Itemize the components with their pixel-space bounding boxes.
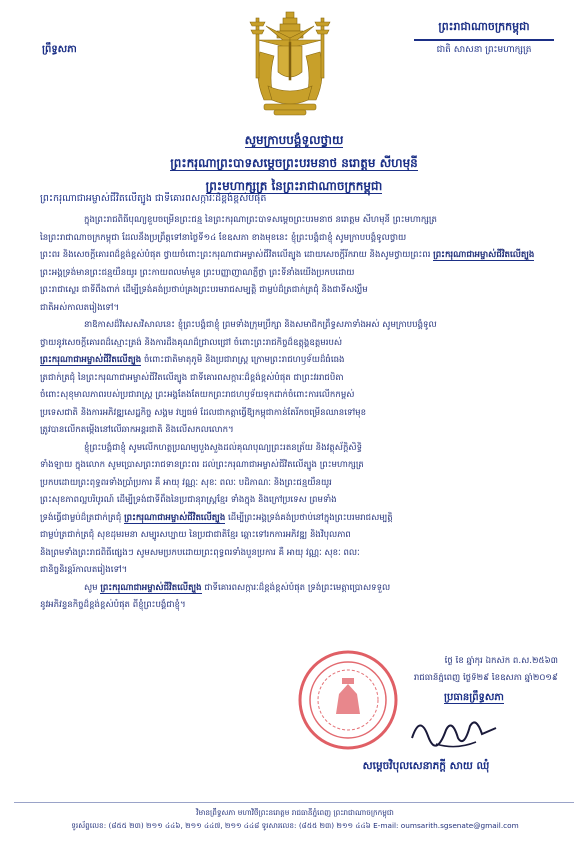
address-line-3: ព្រះមហាក្សត្រ នៃព្រះរាជាណាចក្រកម្ពុជា xyxy=(205,179,383,193)
body-line: ត្រជាក់ត្រជុំ នៃព្រះករុណាជាអម្ចាស់ជីវិតលើត្បូង ជាទីគោរពសក្ការៈដ៏ខ្ពង់ខ្ពស់បំផុត ជាព្រះវររាជបិតា xyxy=(40,372,344,383)
lunar-date: ថ្ងៃ ខែ ឆ្នាំកុរ ឯកស័ក ព.ស.២៥៦៣ xyxy=(444,656,558,666)
body-line: និងព្រមទាំងព្រះរាជពិធីផ្សេងៗ សូមសមប្រកបដោយព្រះពុទ្ធពរទាំងបួនប្រការ គឺ អាយុ វណ្ណៈ សុខៈ ពលៈ xyxy=(40,547,360,558)
letter-body xyxy=(40,212,550,615)
signatory-name: សម្តេចវិបុលសេនាភក្តី សាយ ឈុំ xyxy=(362,760,490,772)
king-honorific: ព្រះករុណាជាអម្ចាស់ជីវិតលើត្បូង xyxy=(124,512,226,523)
body-line: ត្រូវបានលើកតម្កើងនៅលើឆាកអន្តរជាតិ និងលើសកលលោក។ xyxy=(40,425,234,435)
body-line: ទ្រង់ធ្វើជាម្លប់ដ៏ត្រជាក់ត្រជុំ ព្រះករុណាជាអម្ចាស់ជីវិតលើត្បូង ដើម្បីព្រះអង្គទ្រង់គង់ប្រថាប់នៅក្នុងព្រះបរមរាជសម្បត្តិ xyxy=(40,512,393,523)
footer xyxy=(20,806,570,832)
address-line-2: ព្រះករុណាព្រះបាទសម្តេចព្រះបរមនាថ នរោត្តម សីហមុនី xyxy=(170,156,418,170)
signature-icon xyxy=(406,708,502,754)
body-line: ប្រកបដោយព្រះពុទ្ធពរទាំងប្រាំប្រការ គឺ អាយុ វណ្ណៈ សុខៈ ពលៈ បដិភាណៈ និងព្រះជន្មយឺនយូរ xyxy=(40,477,332,488)
gregorian-date: រាជធានីភ្នំពេញ ថ្ងៃទី២៩ ខែឧសភា ឆ្នាំ២០១៩ xyxy=(413,673,558,683)
body-line: សូម ព្រះករុណាជាអម្ចាស់ជីវិតលើត្បូង ជាទីគោរពសក្ការៈដ៏ខ្ពង់ខ្ពស់បំផុត ទ្រង់ព្រះមេត្តាប្រោសទទួល xyxy=(84,582,391,593)
sender-label: ព្រឹទ្ធសភា xyxy=(42,44,77,55)
footer-contacts: ទូរស័ព្ទលេខ: (៨៥៥ ២៣) ២១១ ៤៤៦, ២១១ ៤៤៧, ២១១ ៤៤៨ ទូរសារលេខ: (៨៥៥ ២៣) ២១១ ៤៤៦ E-mail: oumsarith.sgsenate@gmail.com xyxy=(71,821,519,830)
address-line-1: សូមក្រាបបង្គំទូលថ្វាយ xyxy=(244,133,344,147)
body-line: ព្រះពរ និងសេចក្តីគោរពដ៏ខ្ពង់ខ្ពស់បំផុត ថ្វាយចំពោះព្រះករុណាជាអម្ចាស់ជីវិតលើត្បូង ដោយសេចក្តីរីករាយ និងសូមថ្វាយព្រះពរ ព្រះករុណាជាអម្ចាស់ជីវិតលើត្បូង xyxy=(40,250,535,260)
king-honorific: ព្រះករុណាជាអម្ចាស់ជីវិតលើត្បូង xyxy=(100,582,202,593)
royal-emblem-icon xyxy=(246,8,334,120)
body-line: ខ្ញុំព្រះបង្គំជាខ្ញុំ សូមលើកហត្ថប្រណម្យបួងសួងដល់គុណបុណ្យព្រះរតនត្រ័យ និងវត្ថុស័ក្តិសិទ្ធិ xyxy=(84,442,363,453)
kingdom-title: ព្រះរាជាណាចក្រកម្ពុជា xyxy=(414,20,554,41)
body-line: ប្រទេសជាតិ និងការអភិវឌ្ឍសេដ្ឋកិច្ច សង្គម វប្បធម៌ ដែលជាកត្តាធ្វើឱ្យកម្ពុជាកាន់តែរីកចម្រើនឈានទៅមុខ xyxy=(40,407,367,418)
body-line: ព្រះសុខភាពល្អបរិបូរណ៍ ដើម្បីទ្រង់ជាទីពឹងនៃប្រជានុរាស្ត្រខ្មែរ ទាំងក្នុង និងក្រៅប្រទេស ព្រមទាំង xyxy=(40,495,337,505)
address-title-block xyxy=(90,132,498,196)
signatory-title: ប្រធានព្រឹទ្ធសភា xyxy=(444,692,504,703)
body-line: នាឱកាសដ៏វិសេសវិសាលនេះ ខ្ញុំព្រះបង្គំជាខ្ញុំ ព្រមទាំងក្រុមប្រឹក្សា និងសមាជិកព្រឹទ្ធសភាទាំងអស់ សូមក្រាបបង្គំទូល xyxy=(84,320,437,330)
salutation: ព្រះករុណាជាអម្ចាស់ជីវិតលើត្បូង ជាទីគោរពសក្ការៈដ៏ខ្ពង់ខ្ពស់បំផុត xyxy=(40,193,267,204)
body-line: ព្រះរាជាស្ថេរ ជាទីពឹងពាក់ ដើម្បីទ្រង់គង់ប្រថាប់គ្រងព្រះបរមរាជសម្បត្តិ ជាម្លប់ដ៏ត្រជាក់ត្រជុំ និងជាទីសង្ឃឹម xyxy=(40,285,368,295)
body-line: ជានិច្ចនិរន្តរ៍កាលតរៀងទៅ។ xyxy=(40,565,128,575)
dateline xyxy=(262,656,558,690)
footer-address: វិមានព្រឹទ្ធសភា មហាវិថីព្រះនរោត្តម រាជធានីភ្នំពេញ ព្រះរាជាណាចក្រកម្ពុជា xyxy=(196,808,394,817)
national-motto: ជាតិ សាសនា ព្រះមហាក្សត្រ xyxy=(436,45,532,55)
kingdom-heading xyxy=(414,20,554,57)
body-line: ទាំងឡាយ ក្នុងលោក សូមប្រោសព្រះរាជទានព្រះពរ ដល់ព្រះករុណាជាអម្ចាស់ជីវិតលើត្បូង ព្រះមហាក្សត្រ xyxy=(40,460,364,470)
footer-divider xyxy=(14,802,574,803)
body-line: ព្រះអង្គទ្រង់មានព្រះជន្មយឺនយូរ ព្រះកាយពលមាំមួន ព្រះបញ្ញាញាណភ្លឺថ្លា ព្រះទីនាំងយើងប្រកបដោយ xyxy=(40,267,355,278)
body-line: នូវអភិវន្ទនកិច្ចដ៏ខ្ពង់ខ្ពស់បំផុត ពីខ្ញុំព្រះបង្គំជាខ្ញុំ។ xyxy=(40,600,186,610)
body-line: នៃព្រះរាជាណាចក្រកម្ពុជា ដែលនឹងប្រព្រឹត្តទៅនាថ្ងៃទី១៤ ខែឧសភា ខាងមុខនេះ ខ្ញុំព្រះបង្គំជាខ្ញុំ សូមក្រាបបង្គំទូលថ្វាយ xyxy=(40,232,407,243)
king-honorific: ព្រះករុណាជាអម្ចាស់ជីវិតលើត្បូង xyxy=(433,250,535,260)
body-line: ចំពោះសុខុមាលភាពរបស់ប្រជារាស្រ្ត ព្រះអង្គតែងតែយកព្រះរាជហឫទ័យទុកដាក់ចំពោះការលើកកម្ពស់ xyxy=(40,390,355,400)
body-line: ថ្វាយនូវសេចក្តីគោរពដ៏ស្មោះត្រង់ និងការដឹងគុណដ៏ជ្រាលជ្រៅ ចំពោះព្រះរាជកិច្ចដ៏ឧត្តុង្គឧត្តមរបស់ xyxy=(40,337,343,348)
king-honorific: ព្រះករុណាជាអម្ចាស់ជីវិតលើត្បូង xyxy=(40,355,142,365)
body-line: ជាតិអស់កាលតរៀងទៅ។ xyxy=(40,302,120,313)
body-line: ព្រះករុណាជាអម្ចាស់ជីវិតលើត្បូង ចំពោះជាតិមាតុភូមិ និងប្រជារាស្រ្ត ក្រោមព្រះរាជហឫទ័យដ៏ធំធេង xyxy=(40,355,345,365)
body-line: ជាម្លប់ត្រជាក់ត្រជុំ សុខដុមរមនា សម្បូរសប្បាយ នៃប្រជាជាតិខ្មែរ ឆ្ពោះទៅរកការអភិវឌ្ឍ និងវិបុលភាព xyxy=(40,530,351,540)
body-line: ក្នុងព្រះរាជពិធីបុណ្យខួបចម្រើនព្រះជន្ម នៃព្រះករុណាព្រះបាទសម្តេចព្រះបរមនាថ នរោត្តម សីហមុនី ព្រះមហាក្សត្រ xyxy=(84,215,437,225)
